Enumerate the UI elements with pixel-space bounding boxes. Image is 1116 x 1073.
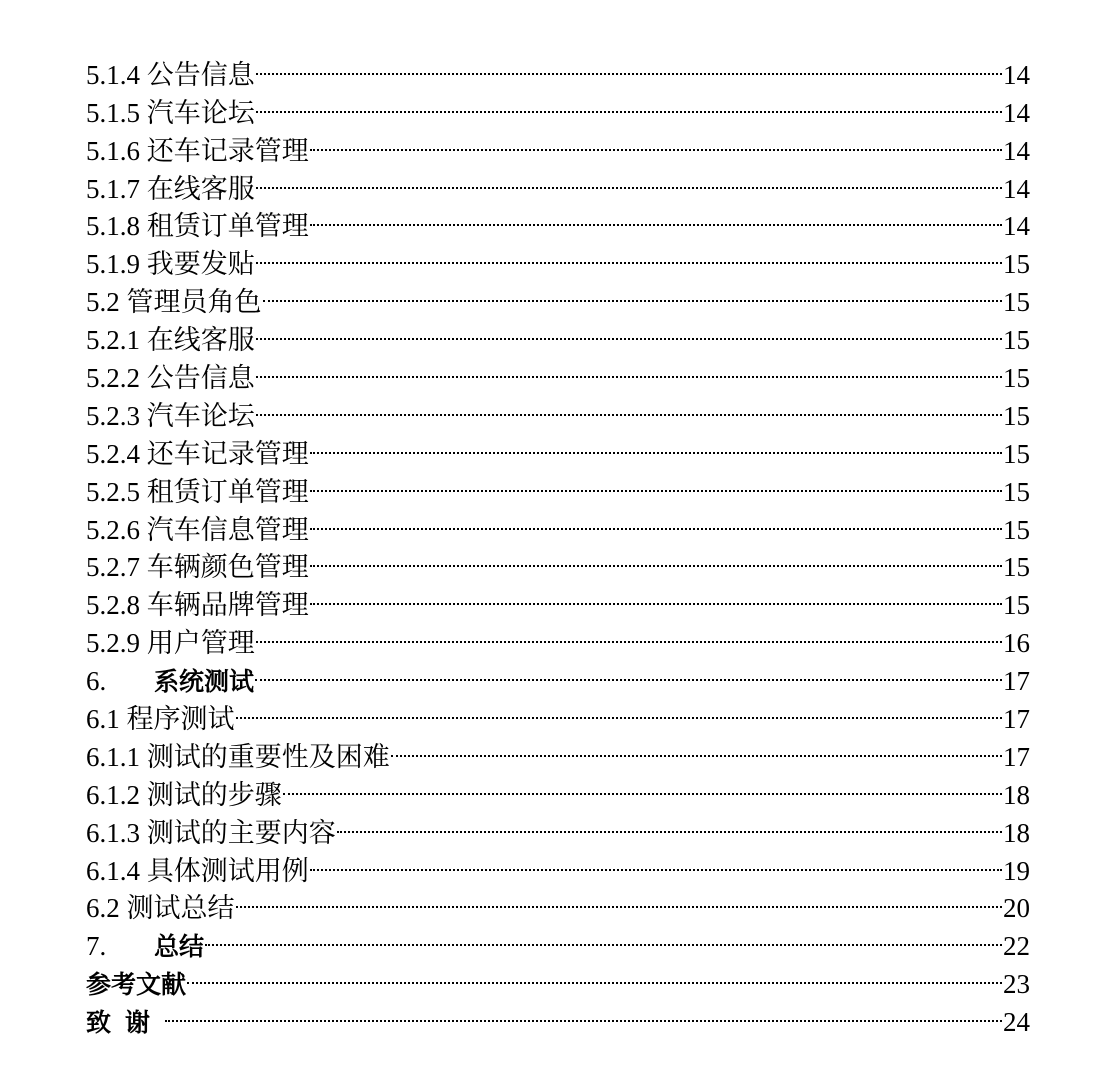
toc-entry-number: 5.1.7 [86,173,140,204]
toc-entry-number: 5.2 [86,287,120,318]
toc-dot-leader [236,690,1003,728]
toc-entry-page-number: 23 [1003,969,1030,1000]
toc-entry-page-number: 15 [1003,590,1030,621]
toc-entry-title: 汽车论坛 [146,97,255,128]
toc-entry-page-number: 22 [1003,931,1030,962]
toc-entry[interactable] [86,46,1030,90]
toc-dot-leader [391,728,1002,766]
toc-entry-page-number: 15 [1003,514,1030,545]
toc-entry-page-number: 14 [1003,97,1030,128]
toc-entry-number: 6.1.1 [86,741,140,772]
toc-entry-number: 5.2.9 [86,628,140,659]
toc-entry-title: 系统测试 [154,667,255,697]
toc-entry-title: 还车记录管理 [146,438,309,469]
toc-dot-leader [256,349,1002,387]
toc-entry-page-number: 17 [1003,666,1030,697]
toc-dot-leader [283,766,1002,804]
toc-entry-page-number: 15 [1003,552,1030,583]
toc-entry-number: 6.1.2 [86,779,140,810]
toc-entry-number: 5.1.5 [86,97,140,128]
toc-dot-leader [256,235,1002,273]
toc-entry-number: 6.1.3 [86,817,140,848]
toc-entry-title: 致谢 [86,1008,165,1038]
toc-dot-leader [310,122,1002,160]
toc-entry-number: 6. [86,666,107,697]
toc-dot-leader [236,880,1003,918]
toc-entry-title: 参考文献 [86,970,187,1000]
toc-entry-page-number: 15 [1003,400,1030,431]
toc-entry-title: 车辆颜色管理 [146,552,309,583]
toc-entry-number: 5.2.7 [86,552,140,583]
toc-entry-title: 测试的主要内容 [146,817,336,848]
toc-entry-number: 6.1.4 [86,855,140,886]
toc-entry-title: 公告信息 [146,363,255,394]
toc-entry[interactable] [86,955,1030,1000]
toc-dot-leader [165,993,1002,1031]
toc-entry-page-number: 15 [1003,325,1030,356]
toc-entry-number: 6.1 [86,704,120,735]
toc-entry-title: 租赁订单管理 [146,476,309,507]
toc-entry-number: 5.1.9 [86,249,140,280]
toc-entry-page-number: 14 [1003,135,1030,166]
toc-entry-page-number: 15 [1003,438,1030,469]
toc-dot-leader [310,576,1002,614]
toc-dot-leader [187,955,1002,993]
toc-entry-title: 用户管理 [146,628,255,659]
toc-entry-page-number: 15 [1003,249,1030,280]
toc-entry-page-number: 24 [1003,1007,1030,1038]
toc-entry-title: 我要发贴 [146,249,255,280]
toc-entry-number: 5.1.4 [86,59,140,90]
toc-entry-title: 还车记录管理 [146,135,309,166]
toc-entry-page-number: 14 [1003,173,1030,204]
toc-dot-leader [256,614,1002,652]
toc-entry-page-number: 15 [1003,476,1030,507]
toc-entry-title: 总结 [154,932,205,962]
toc-entry-title: 程序测试 [126,704,235,735]
toc-entry-page-number: 14 [1003,59,1030,90]
toc-entry-title: 在线客服 [146,173,255,204]
toc-dot-leader [205,917,1002,955]
toc-entry-page-number: 17 [1003,741,1030,772]
toc-entry-number: 5.2.3 [86,400,140,431]
toc-entry-page-number: 14 [1003,211,1030,242]
toc-dot-leader [256,84,1002,122]
toc-dot-leader [310,539,1002,577]
table-of-contents [86,46,1030,1038]
toc-entry-page-number: 18 [1003,779,1030,810]
toc-entry-number: 5.1.8 [86,211,140,242]
toc-entry-title: 具体测试用例 [146,855,309,886]
toc-dot-leader [310,501,1002,539]
toc-entry-title: 公告信息 [146,59,255,90]
toc-dot-leader [310,425,1002,463]
toc-entry-number: 7. [86,931,107,962]
toc-entry[interactable] [86,917,1030,962]
toc-entry-page-number: 15 [1003,363,1030,394]
toc-dot-leader [256,311,1002,349]
toc-dot-leader [255,652,1002,690]
toc-dot-leader [256,160,1002,198]
toc-dot-leader [310,842,1002,880]
toc-entry-title: 测试的重要性及困难 [146,741,390,772]
toc-entry-page-number: 18 [1003,817,1030,848]
toc-entry-title: 租赁订单管理 [146,211,309,242]
toc-dot-leader [263,273,1003,311]
toc-entry-number: 6.2 [86,893,120,924]
toc-entry-title: 汽车信息管理 [146,514,309,545]
toc-entry-title: 测试总结 [126,893,235,924]
toc-entry-title: 管理员角色 [126,287,262,318]
toc-entry-page-number: 20 [1003,893,1030,924]
toc-entry-page-number: 17 [1003,704,1030,735]
toc-entry-page-number: 19 [1003,855,1030,886]
toc-entry-number: 5.2.6 [86,514,140,545]
toc-dot-leader [310,198,1002,236]
toc-entry-page-number: 15 [1003,287,1030,318]
toc-entry-number: 5.2.4 [86,438,140,469]
toc-dot-leader [337,804,1002,842]
toc-entry-title: 测试的步骤 [146,779,282,810]
toc-entry-number: 5.2.8 [86,590,140,621]
toc-dot-leader [256,46,1002,84]
toc-entry[interactable] [86,993,1030,1038]
toc-entry-number: 5.1.6 [86,135,140,166]
toc-entry-page-number: 16 [1003,628,1030,659]
toc-entry-number: 5.2.1 [86,325,140,356]
toc-dot-leader [256,387,1002,425]
toc-entry-title: 汽车论坛 [146,400,255,431]
toc-entry-number: 5.2.2 [86,363,140,394]
toc-dot-leader [310,463,1002,501]
toc-entry-number: 5.2.5 [86,476,140,507]
toc-entry-title: 车辆品牌管理 [146,590,309,621]
toc-entry-title: 在线客服 [146,325,255,356]
